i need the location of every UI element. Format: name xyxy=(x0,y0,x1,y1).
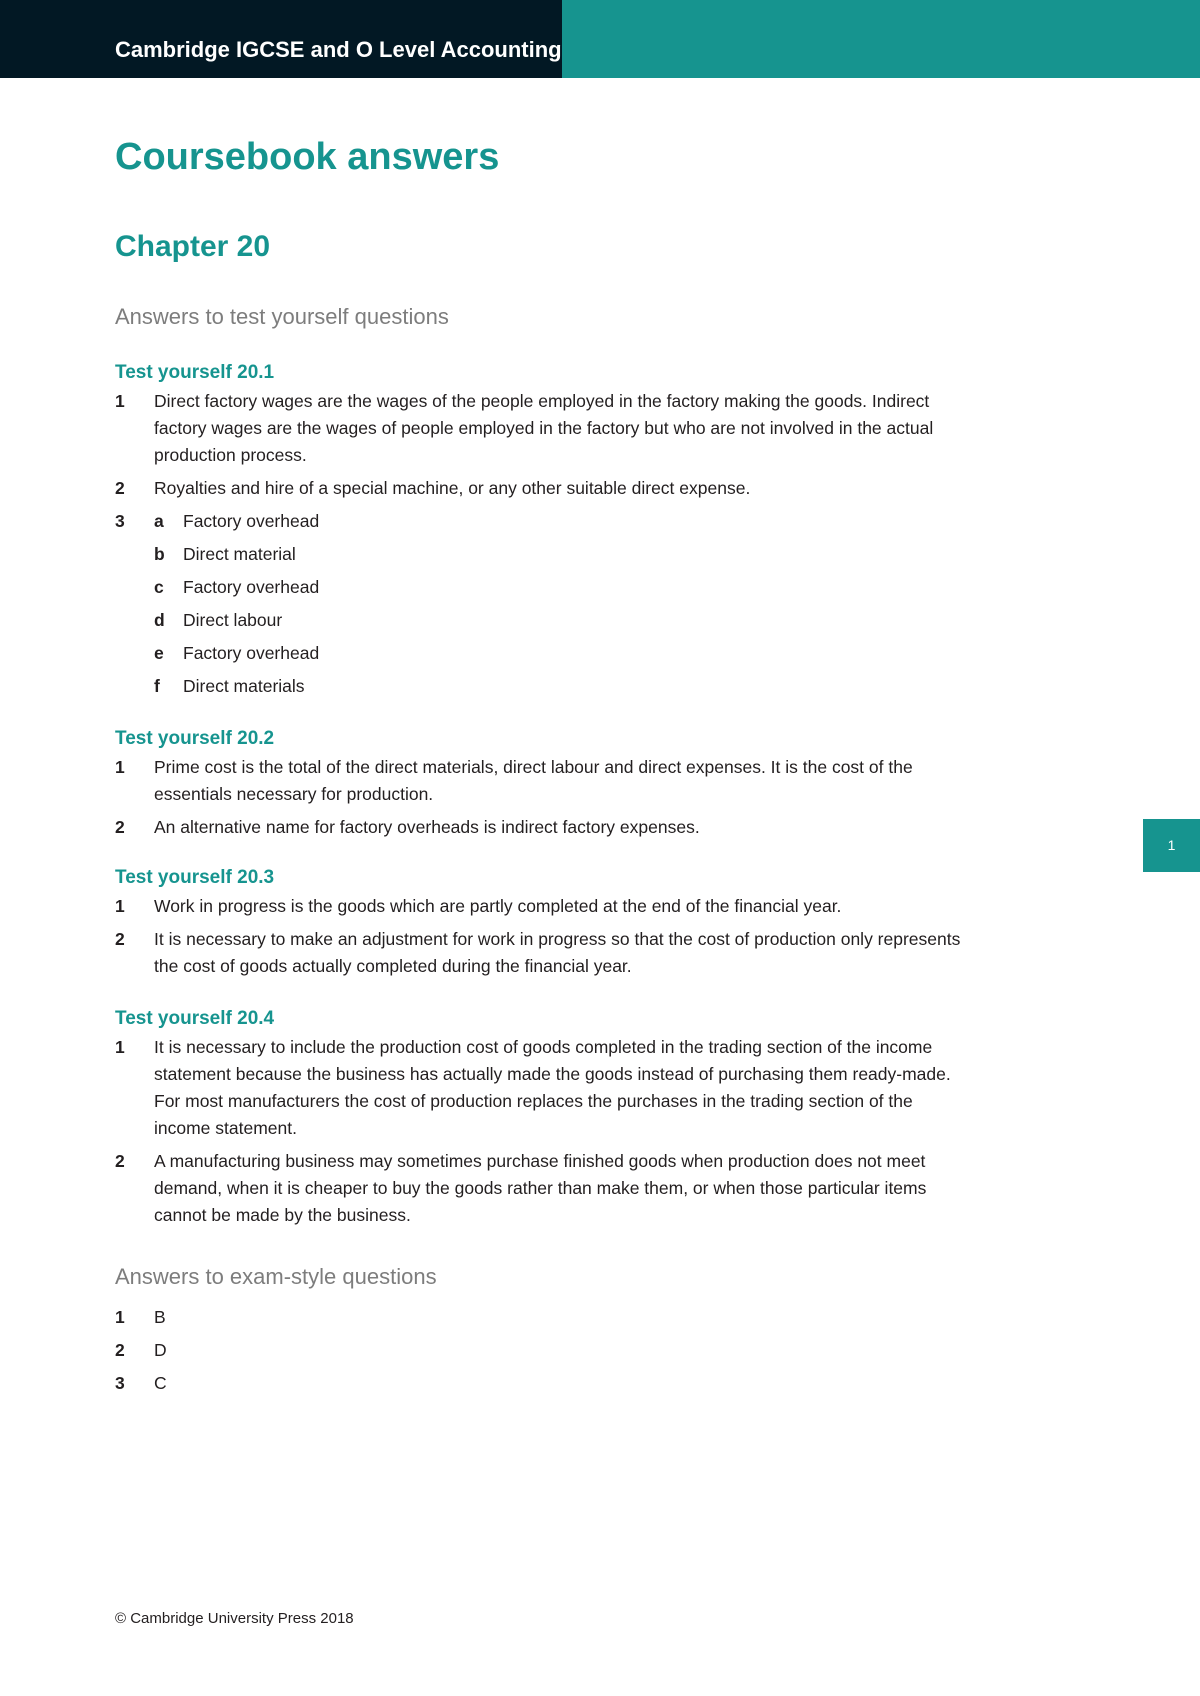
list-item xyxy=(115,1370,965,1397)
list-item xyxy=(115,475,965,502)
answer-text: Direct material xyxy=(183,544,296,564)
answer-text: C xyxy=(154,1373,167,1393)
question-number: 1 xyxy=(115,1037,125,1057)
question-number: 1 xyxy=(115,391,125,411)
answer-text: Direct factory wages are the wages of the people employed in the factory making the goods. Indirect factory wages are the wages of people employed in the factory but who are not involved in the actual production process. xyxy=(154,391,934,465)
book-title: Cambridge IGCSE and O Level Accounting xyxy=(115,37,562,62)
list-item xyxy=(115,754,965,808)
sub-list-item xyxy=(154,640,965,667)
sub-list-item xyxy=(154,541,965,568)
answer-text: Direct labour xyxy=(183,610,283,630)
question-number: 1 xyxy=(115,896,125,916)
answer-text: Direct materials xyxy=(183,676,305,696)
test-heading: Test yourself 20.2 xyxy=(115,728,275,749)
footer-copyright: © Cambridge University Press 2018 xyxy=(115,1610,354,1627)
list-item xyxy=(115,814,965,841)
answer-text: It is necessary to make an adjustment for work in progress so that the cost of production only represents the cost of goods actually completed during the financial year. xyxy=(154,929,961,976)
chapter-title: Chapter 20 xyxy=(115,230,271,263)
question-number: 1 xyxy=(115,1307,125,1327)
test-heading: Test yourself 20.4 xyxy=(115,1008,275,1029)
sub-letter: b xyxy=(154,544,165,564)
test-heading: Test yourself 20.1 xyxy=(115,362,275,383)
test-block-20-1 xyxy=(115,362,965,706)
question-number: 1 xyxy=(115,757,125,777)
question-number: 2 xyxy=(115,1340,125,1360)
header-accent-band xyxy=(562,0,1200,78)
answer-text: Factory overhead xyxy=(183,643,320,663)
answer-text: B xyxy=(154,1307,166,1327)
list-item xyxy=(115,508,965,700)
test-block-20-2 xyxy=(115,728,965,847)
answer-text: D xyxy=(154,1340,167,1360)
question-number: 2 xyxy=(115,478,125,498)
answer-text: An alternative name for factory overheads is indirect factory expenses. xyxy=(154,817,700,837)
list-item xyxy=(115,926,965,980)
list-item xyxy=(115,1148,965,1229)
page-header xyxy=(0,0,1200,78)
question-number: 3 xyxy=(115,1373,125,1393)
page-number-tab: 1 xyxy=(1143,819,1200,872)
list-item xyxy=(115,1337,965,1364)
sub-letter: f xyxy=(154,676,160,696)
exam-answers-list xyxy=(115,1304,965,1403)
answer-text: Royalties and hire of a special machine, or any other suitable direct expense. xyxy=(154,478,751,498)
sub-list-item xyxy=(154,508,965,535)
answer-text: Factory overhead xyxy=(183,511,320,531)
sub-letter: e xyxy=(154,643,164,663)
answer-text: A manufacturing business may sometimes purchase finished goods when production does not meet demand, when it is cheaper to buy the goods rather than make them, or when those particular items cannot be made by the business. xyxy=(154,1151,927,1225)
question-number: 2 xyxy=(115,1151,125,1171)
answer-text: Prime cost is the total of the direct materials, direct labour and direct expenses. It is the cost of the essentials necessary for production. xyxy=(154,757,913,804)
sub-list-item xyxy=(154,574,965,601)
question-number: 3 xyxy=(115,511,125,531)
list-item xyxy=(115,893,965,920)
list-item xyxy=(115,388,965,469)
section-heading-exam-style: Answers to exam-style questions xyxy=(115,1264,437,1289)
answer-text: Factory overhead xyxy=(183,577,320,597)
section-heading-test-yourself: Answers to test yourself questions xyxy=(115,304,449,329)
sub-letter: a xyxy=(154,511,164,531)
sub-letter: d xyxy=(154,610,165,630)
document-title: Coursebook answers xyxy=(115,136,500,178)
sub-list-item xyxy=(154,607,965,634)
answer-text: Work in progress is the goods which are partly completed at the end of the financial year. xyxy=(154,896,842,916)
question-number: 2 xyxy=(115,929,125,949)
list-item xyxy=(115,1304,965,1331)
sub-letter: c xyxy=(154,577,164,597)
sub-list-item xyxy=(154,673,965,700)
test-block-20-3 xyxy=(115,867,965,986)
answer-text: It is necessary to include the production cost of goods completed in the trading section of the income statement because the business has actually made the goods instead of purchasing them ready-made. For most manufacturers the cost of production replaces the purchases in the trading section of the income statement. xyxy=(154,1037,951,1138)
test-block-20-4 xyxy=(115,1008,965,1235)
list-item xyxy=(115,1034,965,1142)
test-heading: Test yourself 20.3 xyxy=(115,867,275,888)
question-number: 2 xyxy=(115,817,125,837)
